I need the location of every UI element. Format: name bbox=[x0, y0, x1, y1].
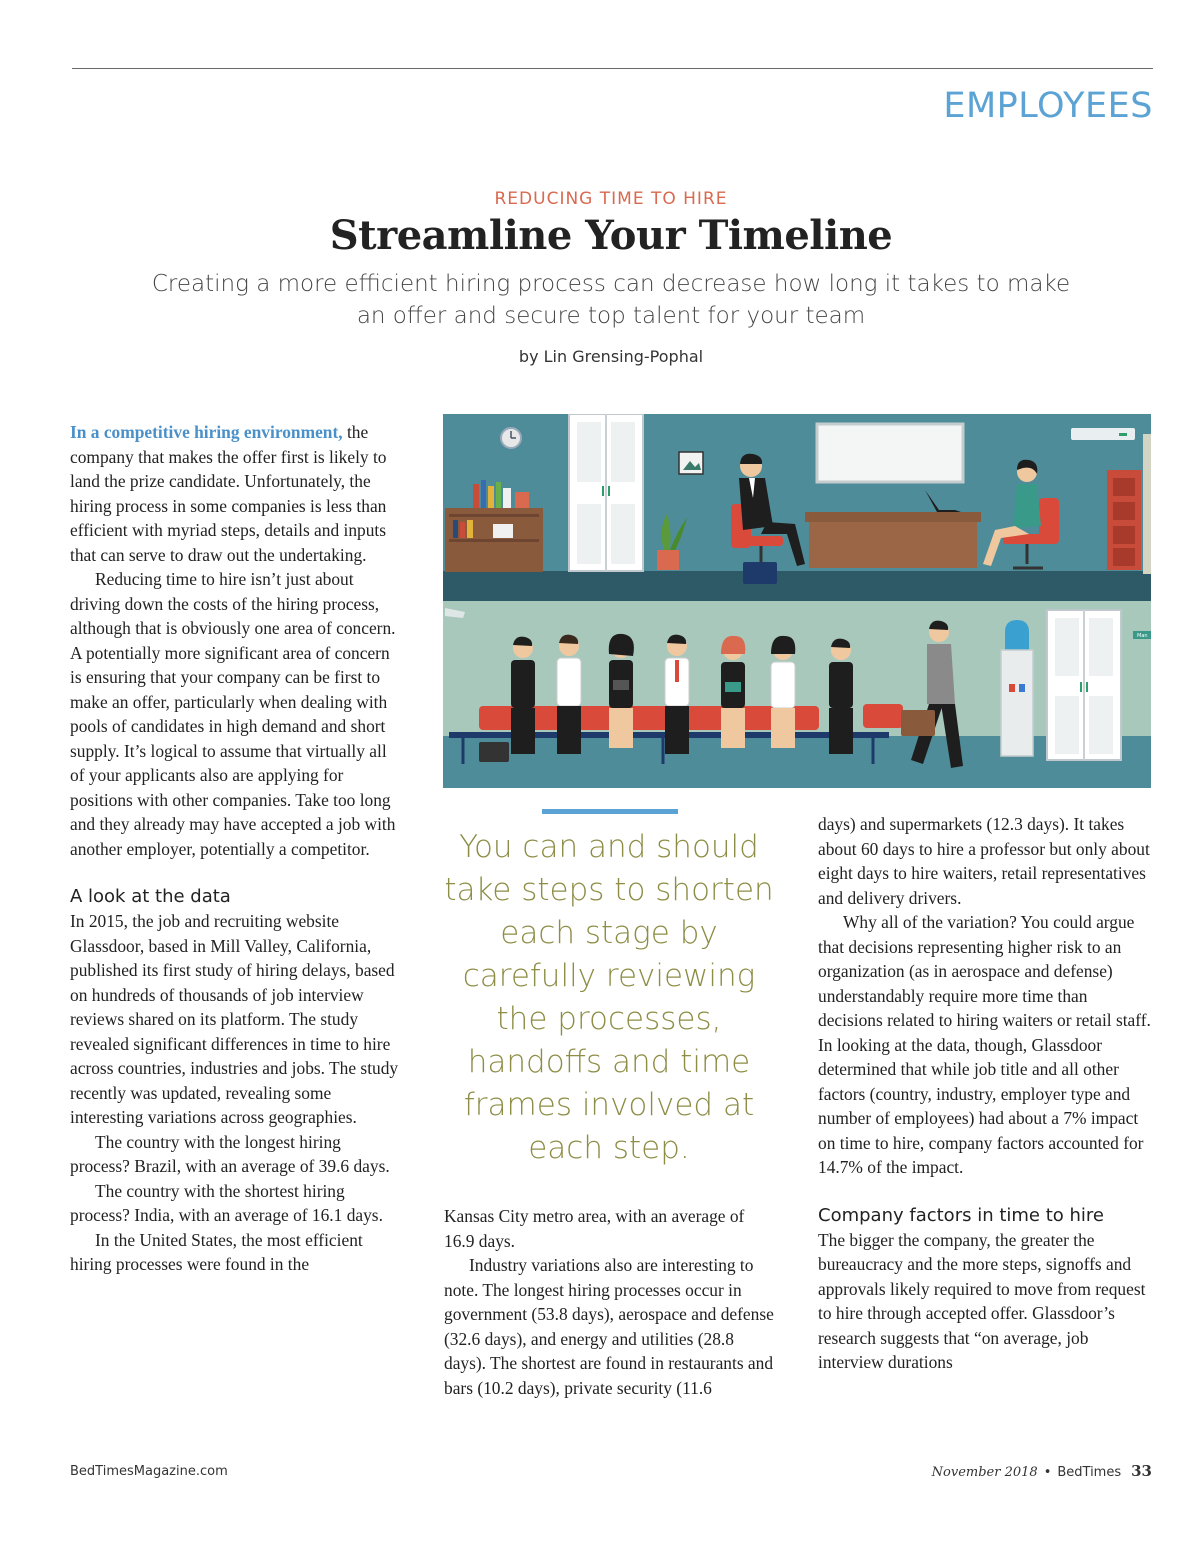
whiteboard bbox=[817, 424, 963, 482]
paragraph bbox=[70, 420, 400, 567]
paragraph: Industry variations also are interesting to note. The longest hiring processes occur in government (53.8 days), aerospace and defense (32.6 days), and energy and utilities (28.8 days). The shortest are found in restaurants and bars (10.2 days), private security (11.6 bbox=[444, 1255, 774, 1398]
page-number: 33 bbox=[1131, 1462, 1152, 1480]
top-rule bbox=[72, 68, 1153, 69]
water-cooler bbox=[1001, 620, 1033, 756]
footer-website: BedTimesMagazine.com bbox=[70, 1464, 228, 1479]
paragraph: Reducing time to hire isn’t just about driving down the costs of the hiring process, although that is obviously one area of concern. A potentially more significant area of concern is ensuring that your company can be first to make an offer, particularly when dealing with pools of candidates in high demand and short supply. It’s logical to assume that virtually all of your applicants also are applying for positions with other companies. Take too long and they already may have accepted a job with another employer, potentially a competitor. bbox=[70, 569, 396, 859]
text-column-1 bbox=[70, 420, 400, 1277]
pullquote: You can and should take steps to shorten each stage by carefully reviewing the processes, handoffs and time frames involved at each step. bbox=[444, 829, 774, 1166]
office-waiting-room-illustration bbox=[443, 414, 1151, 788]
footer-publication: BedTimes bbox=[1057, 1465, 1122, 1480]
article-byline: by Lin Grensing-Pophal bbox=[518, 347, 704, 366]
footer-folio bbox=[932, 1462, 1152, 1480]
paragraph: Why all of the variation? You could argue that decisions representing higher risk to an organization (as in aerospace and defense) understandably require more time than decisions related to hiring waiters or retail staff. In looking at the data, though, Glassdoor determined that while job title and all other factors (country, industry, employer type and number of employees) had about a 7% impact on time to hire, company factors accounted for 14.7% of the impact. bbox=[818, 912, 1151, 1177]
section-label: EMPLOYEES bbox=[943, 86, 1153, 126]
paragraph: Kansas City metro area, with an average of 16.9 days. bbox=[444, 1206, 745, 1251]
subhead: Company factors in time to hire bbox=[818, 1204, 1104, 1226]
clock-icon bbox=[501, 428, 521, 448]
filing-cabinet bbox=[1107, 470, 1141, 570]
paragraph: In the United States, the most efficient hiring processes were found in the bbox=[70, 1229, 363, 1274]
bag-icon bbox=[479, 742, 509, 762]
door bbox=[569, 414, 643, 571]
article-kicker: REDUCING TIME TO HIRE bbox=[494, 189, 728, 209]
article-headline: Streamline Your Timeline bbox=[329, 212, 893, 259]
door-sign: Man bbox=[1137, 633, 1148, 639]
footer-separator: • bbox=[1043, 1465, 1052, 1480]
subhead: A look at the data bbox=[70, 886, 231, 907]
paragraph: The bigger the company, the greater the bureaucracy and the more steps, signoffs and approvals likely required to move from request to hire through accepted offer. Glassdoor’s research suggests that “on average, job interview durations bbox=[818, 1229, 1146, 1372]
desk bbox=[805, 512, 981, 568]
paragraph: The country with the shortest hiring process? India, with an average of 16.1 days. bbox=[70, 1180, 383, 1225]
article-dek: Creating a more efficient hiring process can decrease how long it takes to make an offer and secure top talent for your team bbox=[151, 271, 1071, 329]
briefcase-icon bbox=[743, 562, 777, 584]
briefcase-icon bbox=[901, 710, 935, 736]
paragraph-text: the company that makes the offer first is likely to land the prize candidate. Unfortunately, the hiring process in some companies is less than efficient with myriad steps, details and inputs that can serve to draw out the undertaking. bbox=[70, 422, 387, 565]
lead-in: In a competitive hiring environment, bbox=[70, 422, 343, 442]
paragraph: The country with the longest hiring process? Brazil, with an average of 39.6 days. bbox=[70, 1131, 390, 1176]
footer-date: November 2018 bbox=[931, 1465, 1038, 1480]
text-column-2 bbox=[444, 1204, 774, 1400]
paragraph: In 2015, the job and recruiting website Glassdoor, based in Mill Valley, California, published its first study of hiring delays, based on hundreds of thousands of job interview reviews shared on its platform. The study revealed significant differences in time to hire across countries, industries and jobs. The study recently was updated, revealing some interesting variations across geographies. bbox=[70, 911, 399, 1127]
text-column-3 bbox=[818, 812, 1154, 1375]
paragraph: days) and supermarkets (12.3 days). It takes about 60 days to hire a professor but only about eight days to hire waiters, retail representatives and delivery drivers. bbox=[818, 814, 1150, 908]
pullquote-rule bbox=[542, 809, 678, 814]
